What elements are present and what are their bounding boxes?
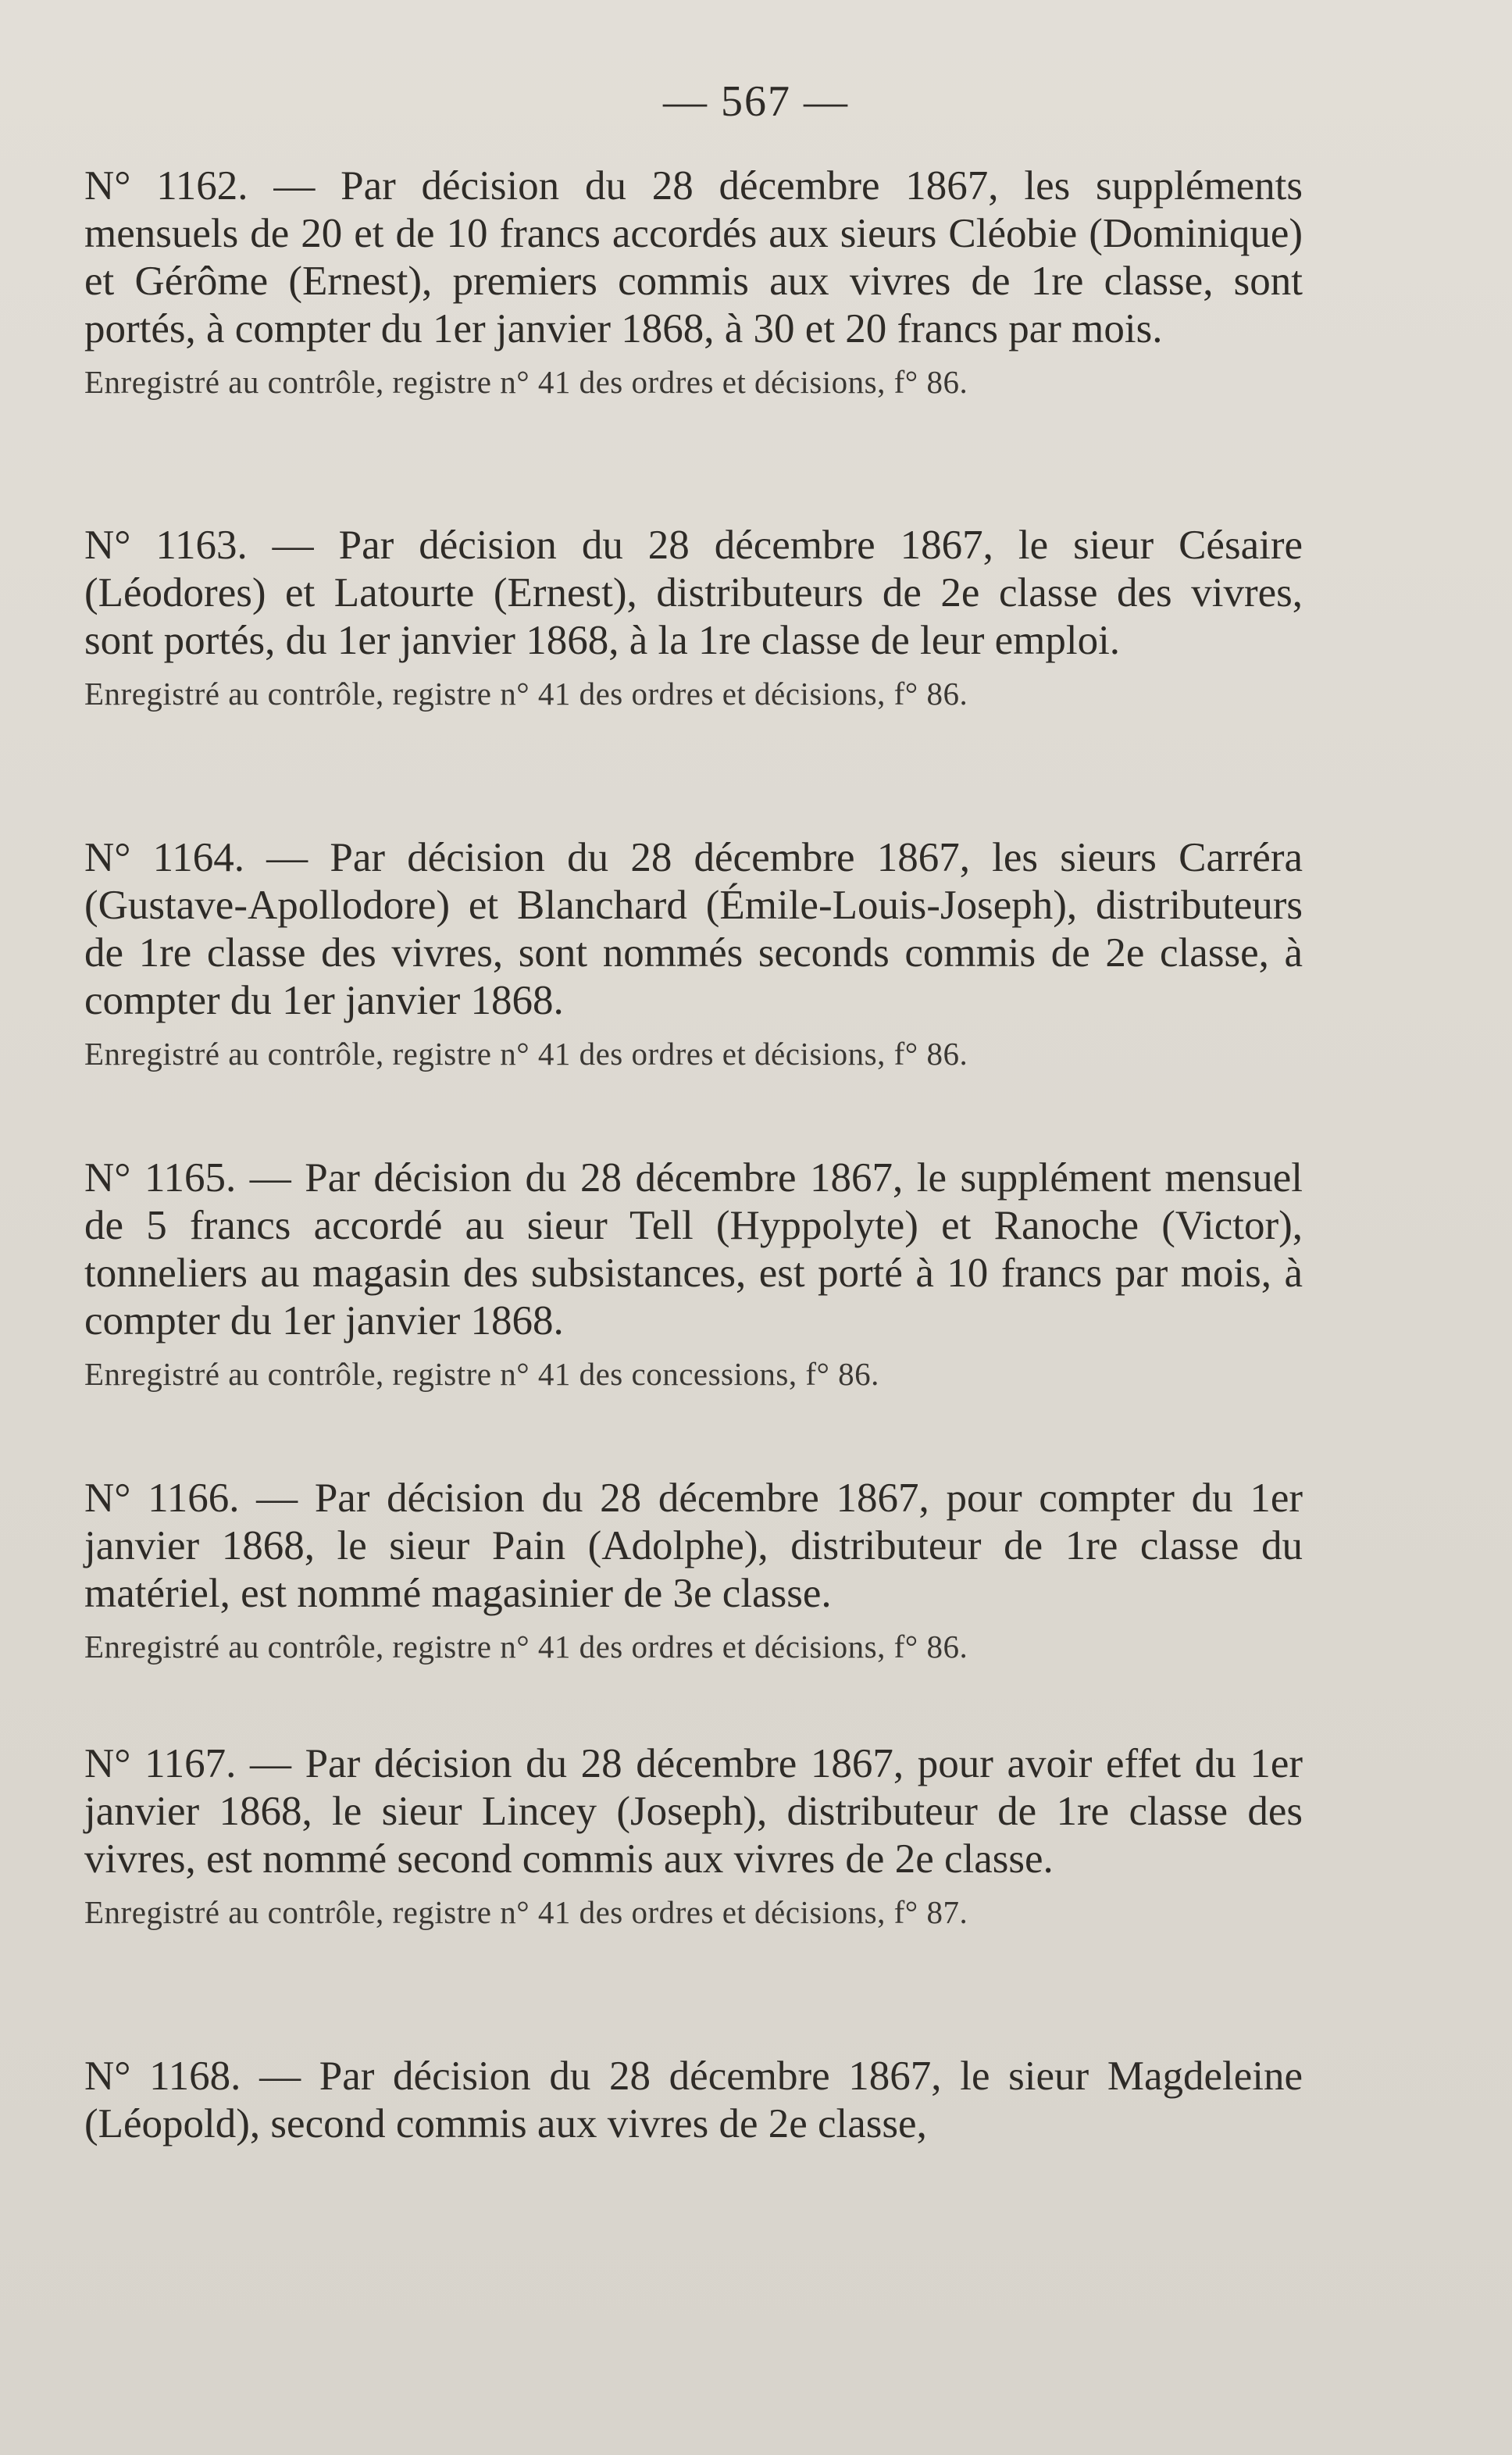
decision-text: N° 1162. — Par décision du 28 décembre 1867, les suppléments mensuels de 20 et de 10 francs accordés aux sieurs Cléobie (Dominique) et Gérôme (Ernest), premiers commis aux vivres de 1re classe, sont portés, à compter du 1er janvier 1868, à 30 et 20 francs par mois. — [84, 163, 1303, 351]
registration-note: Enregistré au contrôle, registre n° 41 des ordres et décisions, f° 86. — [84, 676, 968, 712]
decision-entry — [84, 522, 1303, 713]
decision-text: N° 1165. — Par décision du 28 décembre 1867, le supplément mensuel de 5 francs accordé au sieur Tell (Hyppolyte) et Ranoche (Victor), tonneliers au magasin des subsistances, est porté à 10 francs par mois, à compter du 1er janvier 1868. — [84, 1155, 1303, 1343]
decision-text: N° 1164. — Par décision du 28 décembre 1867, les sieurs Carréra (Gustave-Apollodore) et Blanchard (Émile-Louis-Joseph), distributeurs de 1re classe des vivres, sont nommés seconds commis de 2e classe, à compter du 1er janvier 1868. — [84, 835, 1303, 1023]
decision-text: N° 1166. — Par décision du 28 décembre 1867, pour compter du 1er janvier 1868, le sieur Pain (Adolphe), distributeur de 1re classe du matériel, est nommé magasinier de 3e classe. — [84, 1475, 1303, 1616]
decision-entry — [84, 1740, 1303, 1932]
decision-text: N° 1163. — Par décision du 28 décembre 1867, le sieur Césaire (Léodores) et Latourte (Ernest), distributeurs de 2e classe des vivres, sont portés, du 1er janvier 1868, à la 1re classe de leur emploi. — [84, 523, 1303, 663]
registration-note: Enregistré au contrôle, registre n° 41 des ordres et décisions, f° 87. — [84, 1894, 968, 1930]
decision-entry — [84, 1475, 1303, 1666]
decision-text: N° 1168. — Par décision du 28 décembre 1867, le sieur Magdeleine (Léopold), second commis aux vivres de 2e classe, — [84, 2054, 1303, 2146]
registration-note: Enregistré au contrôle, registre n° 41 des ordres et décisions, f° 86. — [84, 1629, 968, 1665]
decision-entry — [84, 1154, 1303, 1393]
page-number: — 567 — — [663, 77, 849, 126]
decision-entry — [84, 162, 1303, 401]
decision-entry — [84, 2053, 1303, 2148]
registration-note: Enregistré au contrôle, registre n° 41 des concessions, f° 86. — [84, 1356, 879, 1392]
decision-text: N° 1167. — Par décision du 28 décembre 1867, pour avoir effet du 1er janvier 1868, le sieur Lincey (Joseph), distributeur de 1re classe des vivres, est nommé second commis aux vivres de 2e classe. — [84, 1741, 1303, 1882]
registration-note: Enregistré au contrôle, registre n° 41 des ordres et décisions, f° 86. — [84, 1036, 968, 1072]
registration-note: Enregistré au contrôle, registre n° 41 des ordres et décisions, f° 86. — [84, 364, 968, 400]
decision-entry — [84, 834, 1303, 1073]
